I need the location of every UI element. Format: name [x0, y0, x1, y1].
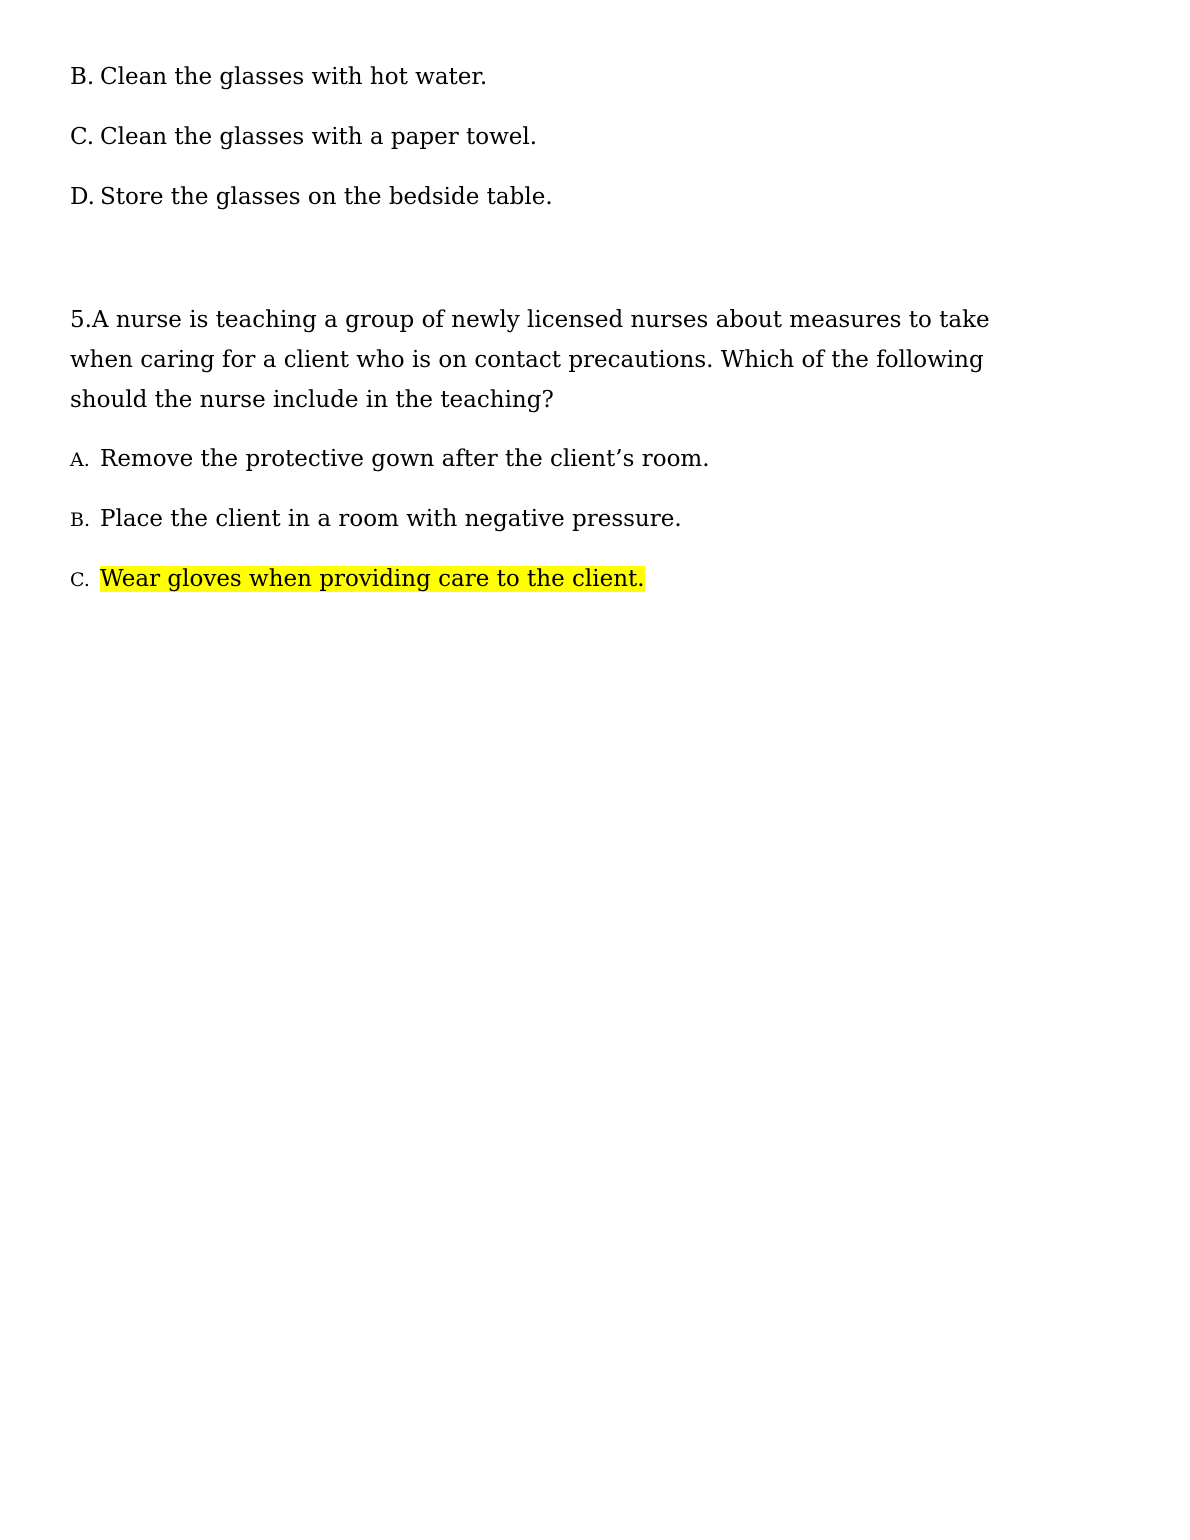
option-letter: B.: [70, 509, 91, 531]
option-c: [70, 559, 645, 600]
option-text: Store the glasses on the bedside table.: [100, 184, 553, 210]
highlighted-answer: Wear gloves when providing care to the client.: [100, 566, 645, 592]
option-letter: C.: [70, 569, 90, 591]
option-text: Place the client in a room with negative pressure.: [100, 506, 682, 532]
option-d-prev: [70, 177, 553, 217]
option-text: Clean the glasses with a paper towel.: [100, 124, 538, 150]
option-letter: D.: [70, 184, 95, 210]
option-letter: B.: [70, 64, 95, 90]
option-a: [70, 439, 710, 480]
question-stem: 5.A nurse is teaching a group of newly licensed nurses about measures to take when caring for a client who is on contact precautions. Which of the following should the nurse include in the teaching?: [70, 307, 990, 413]
option-text: Clean the glasses with hot water.: [100, 64, 488, 90]
option-b: [70, 499, 682, 540]
option-b-prev: [70, 57, 487, 97]
option-c-prev: [70, 117, 537, 157]
option-letter: A.: [70, 449, 90, 471]
option-letter: C.: [70, 124, 95, 150]
option-text: Remove the protective gown after the client’s room.: [100, 446, 710, 472]
